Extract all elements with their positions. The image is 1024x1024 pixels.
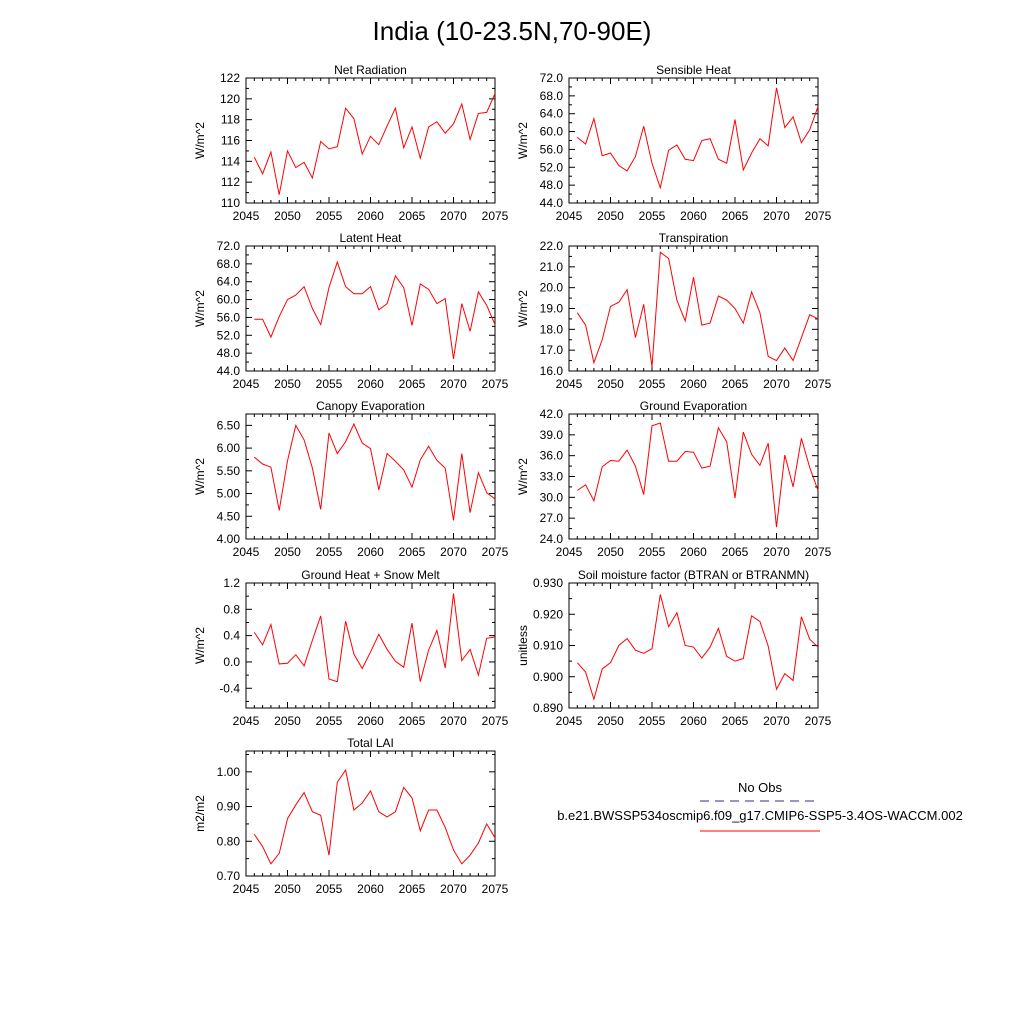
x-tick-label: 2055: [315, 209, 343, 223]
x-tick-label: 2045: [555, 209, 583, 223]
x-tick-label: 2050: [597, 714, 624, 728]
panel-title: Transpiration: [658, 231, 729, 245]
y-tick-label: 0.0: [223, 654, 240, 669]
y-axis-label: W/m^2: [193, 458, 207, 495]
x-tick-label: 2065: [398, 882, 426, 896]
series-line: [254, 594, 495, 682]
x-tick-label: 2055: [315, 882, 343, 896]
panel-net-radiation: [193, 63, 509, 223]
panel-total-lai: [193, 736, 509, 896]
y-tick-label: 52.0: [216, 328, 240, 343]
x-tick-label: 2050: [597, 377, 624, 391]
panel-title: Sensible Heat: [656, 63, 731, 77]
x-tick-label: 2055: [315, 545, 343, 559]
y-tick-label: 36.0: [539, 448, 563, 463]
y-tick-label: 116: [220, 133, 240, 148]
panel-ground-heat-snow-melt: [193, 568, 509, 728]
x-tick-label: 2065: [398, 377, 426, 391]
x-tick-label: 2055: [638, 714, 666, 728]
panel-grid: [193, 63, 832, 896]
y-tick-label: 0.920: [532, 607, 563, 622]
y-tick-label: 56.0: [216, 310, 240, 325]
y-tick-label: 52.0: [539, 160, 563, 175]
y-tick-label: 17.0: [539, 343, 563, 358]
legend-label-model: b.e21.BWSSP534oscmip6.f09_g17.CMIP6-SSP5-3.4OS-WACCM.002: [557, 808, 963, 823]
y-axis-label: unitless: [516, 625, 530, 666]
figure-title: India (10-23.5N,70-90E): [372, 16, 652, 46]
x-tick-label: 2060: [357, 545, 384, 559]
y-tick-label: 0.8: [223, 602, 240, 617]
y-tick-label: 68.0: [216, 256, 240, 271]
y-tick-label: 0.900: [532, 669, 563, 684]
y-tick-label: 0.910: [532, 638, 563, 653]
y-tick-label: 44.0: [216, 364, 240, 378]
panel-latent-heat: [193, 231, 509, 391]
plot-frame: [246, 583, 495, 708]
x-tick-label: 2050: [274, 882, 301, 896]
y-tick-label: 64.0: [539, 106, 563, 121]
series-line: [254, 94, 495, 195]
y-axis-label: W/m^2: [193, 627, 207, 664]
panel-title: Ground Heat + Snow Melt: [301, 568, 440, 582]
y-tick-label: 24.0: [539, 532, 563, 546]
y-tick-label: 114: [220, 154, 240, 169]
y-tick-label: 5.00: [216, 486, 240, 501]
x-tick-label: 2055: [638, 377, 666, 391]
legend: [557, 780, 963, 831]
x-tick-label: 2065: [721, 714, 749, 728]
y-tick-label: 5.50: [216, 463, 240, 478]
x-tick-label: 2075: [804, 714, 832, 728]
series-line: [577, 252, 818, 367]
y-tick-label: 6.50: [216, 418, 240, 433]
x-tick-label: 2055: [315, 714, 343, 728]
y-tick-label: 19.0: [539, 301, 563, 316]
y-tick-label: 64.0: [216, 274, 240, 289]
x-tick-label: 2050: [274, 209, 301, 223]
y-tick-label: 0.90: [216, 799, 240, 814]
plot-frame: [569, 246, 818, 371]
panel-title: Soil moisture factor (BTRAN or BTRANMN): [577, 568, 810, 582]
panel-title: Latent Heat: [339, 231, 402, 245]
plot-frame: [569, 414, 818, 539]
x-tick-label: 2045: [232, 545, 260, 559]
y-tick-label: 30.0: [539, 490, 563, 505]
x-tick-label: 2055: [638, 545, 666, 559]
panel-title: Total LAI: [347, 736, 394, 750]
y-tick-label: 72.0: [539, 71, 563, 85]
y-tick-label: 0.930: [532, 576, 563, 590]
x-tick-label: 2060: [357, 714, 384, 728]
x-tick-label: 2070: [763, 545, 790, 559]
y-tick-label: 1.2: [223, 576, 240, 590]
y-tick-label: 42.0: [539, 407, 563, 421]
y-tick-label: 44.0: [539, 196, 563, 210]
y-axis-label: W/m^2: [516, 290, 530, 327]
series-line: [254, 770, 495, 864]
x-tick-label: 2045: [232, 882, 260, 896]
x-tick-label: 2050: [274, 714, 301, 728]
x-tick-label: 2060: [680, 209, 707, 223]
y-tick-label: 21.0: [539, 259, 563, 274]
y-tick-label: 56.0: [539, 142, 563, 157]
y-tick-label: 16.0: [539, 364, 563, 378]
y-tick-label: 48.0: [216, 346, 240, 361]
y-tick-label: 20.0: [539, 280, 563, 295]
x-tick-label: 2070: [440, 714, 467, 728]
y-tick-label: 0.4: [223, 628, 240, 643]
y-tick-label: 120: [219, 91, 240, 106]
x-tick-label: 2075: [481, 714, 509, 728]
x-tick-label: 2045: [555, 545, 583, 559]
y-tick-label: 112: [220, 175, 240, 190]
y-tick-label: 122: [219, 71, 240, 85]
x-tick-label: 2050: [597, 545, 624, 559]
x-tick-label: 2045: [232, 714, 260, 728]
x-tick-label: 2065: [721, 377, 749, 391]
x-tick-label: 2065: [721, 545, 749, 559]
series-line: [254, 424, 495, 520]
y-tick-label: 60.0: [216, 292, 240, 307]
x-tick-label: 2070: [440, 545, 467, 559]
x-tick-label: 2075: [804, 377, 832, 391]
x-tick-label: 2070: [763, 209, 790, 223]
panel-title: Ground Evaporation: [639, 399, 748, 413]
plot-frame: [246, 78, 495, 203]
y-axis-label: W/m^2: [193, 122, 207, 159]
y-tick-label: 110: [220, 196, 240, 210]
y-tick-label: 60.0: [539, 124, 563, 139]
x-tick-label: 2070: [763, 377, 790, 391]
y-tick-label: 72.0: [216, 239, 240, 253]
x-tick-label: 2045: [232, 377, 260, 391]
panel-title: Net Radiation: [334, 63, 407, 77]
x-tick-label: 2060: [680, 377, 707, 391]
y-tick-label: 27.0: [539, 511, 563, 526]
x-tick-label: 2065: [398, 545, 426, 559]
panel-sensible-heat: [516, 63, 832, 223]
x-tick-label: 2075: [804, 209, 832, 223]
y-axis-label: W/m^2: [516, 458, 530, 495]
panel-soil-moisture-factor-btran-or-btranmn: [516, 568, 832, 728]
y-tick-label: 4.00: [216, 532, 240, 546]
x-tick-label: 2045: [555, 377, 583, 391]
x-tick-label: 2075: [481, 545, 509, 559]
x-tick-label: 2055: [315, 377, 343, 391]
x-tick-label: 2060: [357, 209, 384, 223]
x-tick-label: 2070: [440, 882, 467, 896]
x-tick-label: 2070: [763, 714, 790, 728]
y-tick-label: 0.70: [216, 869, 240, 883]
y-tick-label: 22.0: [539, 239, 563, 253]
series-line: [577, 88, 818, 188]
x-tick-label: 2075: [481, 377, 509, 391]
x-tick-label: 2065: [398, 209, 426, 223]
x-tick-label: 2070: [440, 209, 467, 223]
legend-label-obs: No Obs: [737, 780, 783, 795]
y-tick-label: -0.4: [219, 681, 240, 696]
y-tick-label: 18.0: [539, 322, 563, 337]
panel-canopy-evaporation: [193, 399, 509, 559]
y-tick-label: 0.80: [216, 834, 240, 849]
x-tick-label: 2055: [638, 209, 666, 223]
x-tick-label: 2075: [481, 882, 509, 896]
y-tick-label: 68.0: [539, 88, 563, 103]
x-tick-label: 2050: [274, 545, 301, 559]
x-tick-label: 2065: [721, 209, 749, 223]
series-line: [577, 423, 818, 527]
y-tick-label: 118: [220, 112, 240, 127]
panel-ground-evaporation: [516, 399, 832, 559]
y-tick-label: 39.0: [539, 427, 563, 442]
y-axis-label: W/m^2: [193, 290, 207, 327]
x-tick-label: 2070: [440, 377, 467, 391]
x-tick-label: 2075: [481, 209, 509, 223]
series-line: [577, 595, 818, 700]
plot-frame: [569, 583, 818, 708]
y-tick-label: 33.0: [539, 469, 563, 484]
plot-frame: [569, 78, 818, 203]
x-tick-label: 2060: [357, 377, 384, 391]
x-tick-label: 2045: [555, 714, 583, 728]
y-tick-label: 6.00: [216, 441, 240, 456]
x-tick-label: 2060: [357, 882, 384, 896]
x-tick-label: 2050: [274, 377, 301, 391]
y-tick-label: 4.50: [216, 509, 240, 524]
x-tick-label: 2045: [232, 209, 260, 223]
x-tick-label: 2050: [597, 209, 624, 223]
panel-title: Canopy Evaporation: [316, 399, 425, 413]
y-axis-label: W/m^2: [516, 122, 530, 159]
y-tick-label: 0.890: [532, 701, 563, 715]
plot-frame: [246, 414, 495, 539]
x-tick-label: 2060: [680, 714, 707, 728]
series-line: [254, 262, 495, 359]
panel-transpiration: [516, 231, 832, 391]
y-tick-label: 1.00: [216, 764, 240, 779]
y-tick-label: 48.0: [539, 178, 563, 193]
x-tick-label: 2060: [680, 545, 707, 559]
x-tick-label: 2075: [804, 545, 832, 559]
y-axis-label: m2/m2: [193, 795, 207, 832]
x-tick-label: 2065: [398, 714, 426, 728]
